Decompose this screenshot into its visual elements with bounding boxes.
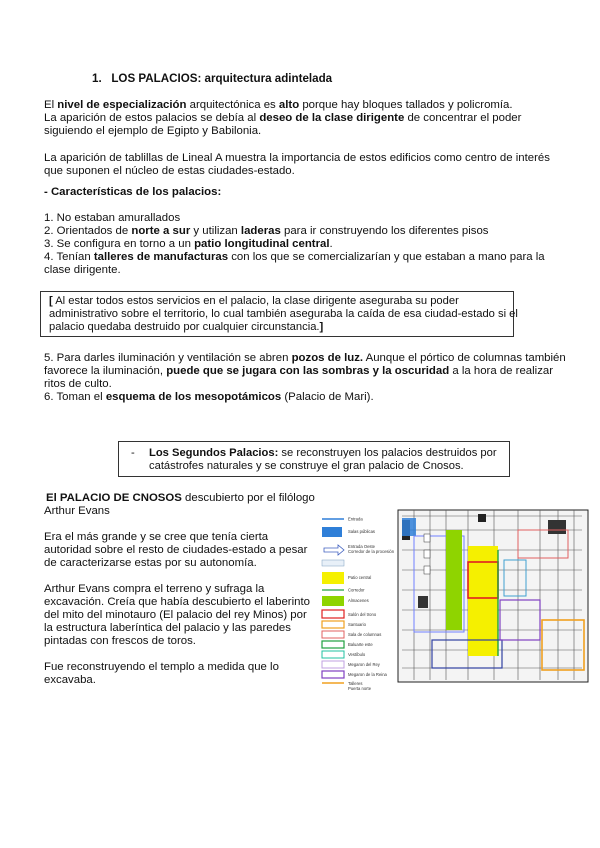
power-note-line-2: administrativo sobre el territorio, lo cual también aseguraba la caída de esa ciudad-estado si el: [49, 308, 518, 320]
heading-title-rest: : arquitectura adintelada: [197, 72, 333, 85]
svg-text:Puerta norte: Puerta norte: [348, 686, 372, 691]
second-palaces-line-2: catástrofes naturales y se construye el gran palacio de Cnosos.: [149, 460, 464, 472]
characteristic-item-6: 6. Toman el esquema de los mesopotámicos (Palacio de Mari).: [44, 391, 374, 403]
cnosos-p2-line-3: de caracterizarse estas por su autonomía.: [44, 557, 257, 569]
svg-text:Almacenes: Almacenes: [348, 598, 369, 603]
cnosos-p4-line-1: Fue reconstruyendo el templo a medida que lo: [44, 661, 279, 673]
svg-text:Entrada: Entrada: [348, 516, 363, 522]
intro-line-4: La aparición de tablillas de Lineal A muestra la importancia de estos edificios como centro de interés: [44, 152, 550, 164]
svg-text:Vestíbulo: Vestíbulo: [348, 652, 366, 657]
svg-text:Megaron de la Reina: Megaron de la Reina: [348, 672, 387, 677]
cnosos-p3-line-3: del mito del minotauro (El palacio del rey Minos) por: [44, 609, 307, 621]
plan-body: [398, 510, 588, 682]
cnosos-p3-line-2: excavación. Creía que había descubierto el laberinto: [44, 596, 310, 608]
characteristic-item-2: 2. Orientados de norte a sur y utilizan laderas para ir construyendo los diferentes pisos: [44, 225, 489, 237]
cnosos-title-line: El PALACIO DE CNOSOS descubierto por el filólogo: [46, 492, 315, 504]
svg-text:Corredor: Corredor: [348, 587, 365, 593]
characteristic-item-4-cont: clase dirigente.: [44, 264, 121, 276]
characteristic-item-5: 5. Para darles iluminación y ventilación se abren pozos de luz. Aunque el pórtico de columnas también: [44, 352, 566, 364]
svg-text:Sala de columnas: Sala de columnas: [348, 632, 382, 637]
cnosos-p4-line-2: excavaba.: [44, 674, 96, 686]
heading-title-bold: LOS PALACIOS: [111, 72, 198, 85]
power-note-box: [40, 291, 518, 337]
svg-text:Baluarte este: Baluarte este: [348, 642, 373, 647]
svg-text:Patio central: Patio central: [348, 575, 372, 580]
svg-text:Talleres: Talleres: [348, 681, 363, 686]
cnosos-p2-line-2: autoridad sobre el resto de ciudades-estado a pesar: [44, 544, 308, 556]
intro-line-2: La aparición de estos palacios se debía al deseo de la clase dirigente de concentrar el poder: [44, 112, 522, 124]
intro-line-5: que suponen el núcleo de estas ciudades-estado.: [44, 165, 295, 177]
svg-text:Megaron del Rey: Megaron del Rey: [348, 662, 380, 667]
cnosos-discoverer: Arthur Evans: [44, 505, 110, 517]
characteristic-item-3: 3. Se configura en torno a un patio longitudinal central.: [44, 238, 333, 250]
cnosos-p3-line-5: pintadas con frescos de toros.: [44, 635, 196, 647]
svg-text:Salas públicas: Salas públicas: [348, 529, 376, 534]
intro-line-1: El nivel de especialización arquitectónica es alto porque hay bloques tallados y policromía.: [44, 99, 513, 111]
svg-text:Salón del trono: Salón del trono: [348, 612, 377, 617]
cnosos-p3-line-4: la estructura laberíntica del palacio y las paredes: [44, 622, 291, 634]
power-note-line-1: [ Al estar todos estos servicios en el palacio, la clase dirigente aseguraba su poder: [49, 295, 459, 307]
svg-text:Santuario: Santuario: [348, 622, 366, 627]
characteristic-item-5-cont-2: ritos de culto.: [44, 378, 112, 390]
palace-plan-drawing: [318, 490, 596, 692]
characteristics-title: - Características de los palacios:: [44, 186, 222, 198]
characteristic-item-5-cont: favorece la iluminación, puede que se jugara con las sombras y la oscuridad a la hora de realizar: [44, 365, 554, 377]
power-note-line-3: palacio quedaba destruido por cualquier circunstancia.]: [49, 321, 324, 333]
characteristic-item-1: 1. No estaban amurallados: [44, 212, 181, 224]
second-palaces-bullet: -: [131, 447, 135, 459]
heading-number: 1.: [92, 72, 102, 85]
intro-line-3: siguiendo el ejemplo de Egipto y Babilonia.: [44, 125, 262, 137]
svg-text:Corredor de la procesión: Corredor de la procesión: [348, 549, 395, 554]
section-heading: [92, 72, 332, 85]
svg-text:Entrada Oeste: Entrada Oeste: [348, 544, 376, 549]
characteristic-item-4: 4. Tenían talleres de manufacturas con los que se comercializarían y que estaban a mano para la: [44, 251, 545, 263]
second-palaces-line-1: Los Segundos Palacios: se reconstruyen los palacios destruidos por: [149, 447, 497, 459]
cnosos-palace-plan: [318, 490, 596, 692]
cnosos-p3-line-1: Arthur Evans compra el terreno y sufraga la: [44, 583, 265, 595]
second-palaces-box: [118, 441, 510, 477]
cnosos-p2-line-1: Era el más grande y se cree que tenía cierta: [44, 531, 269, 543]
